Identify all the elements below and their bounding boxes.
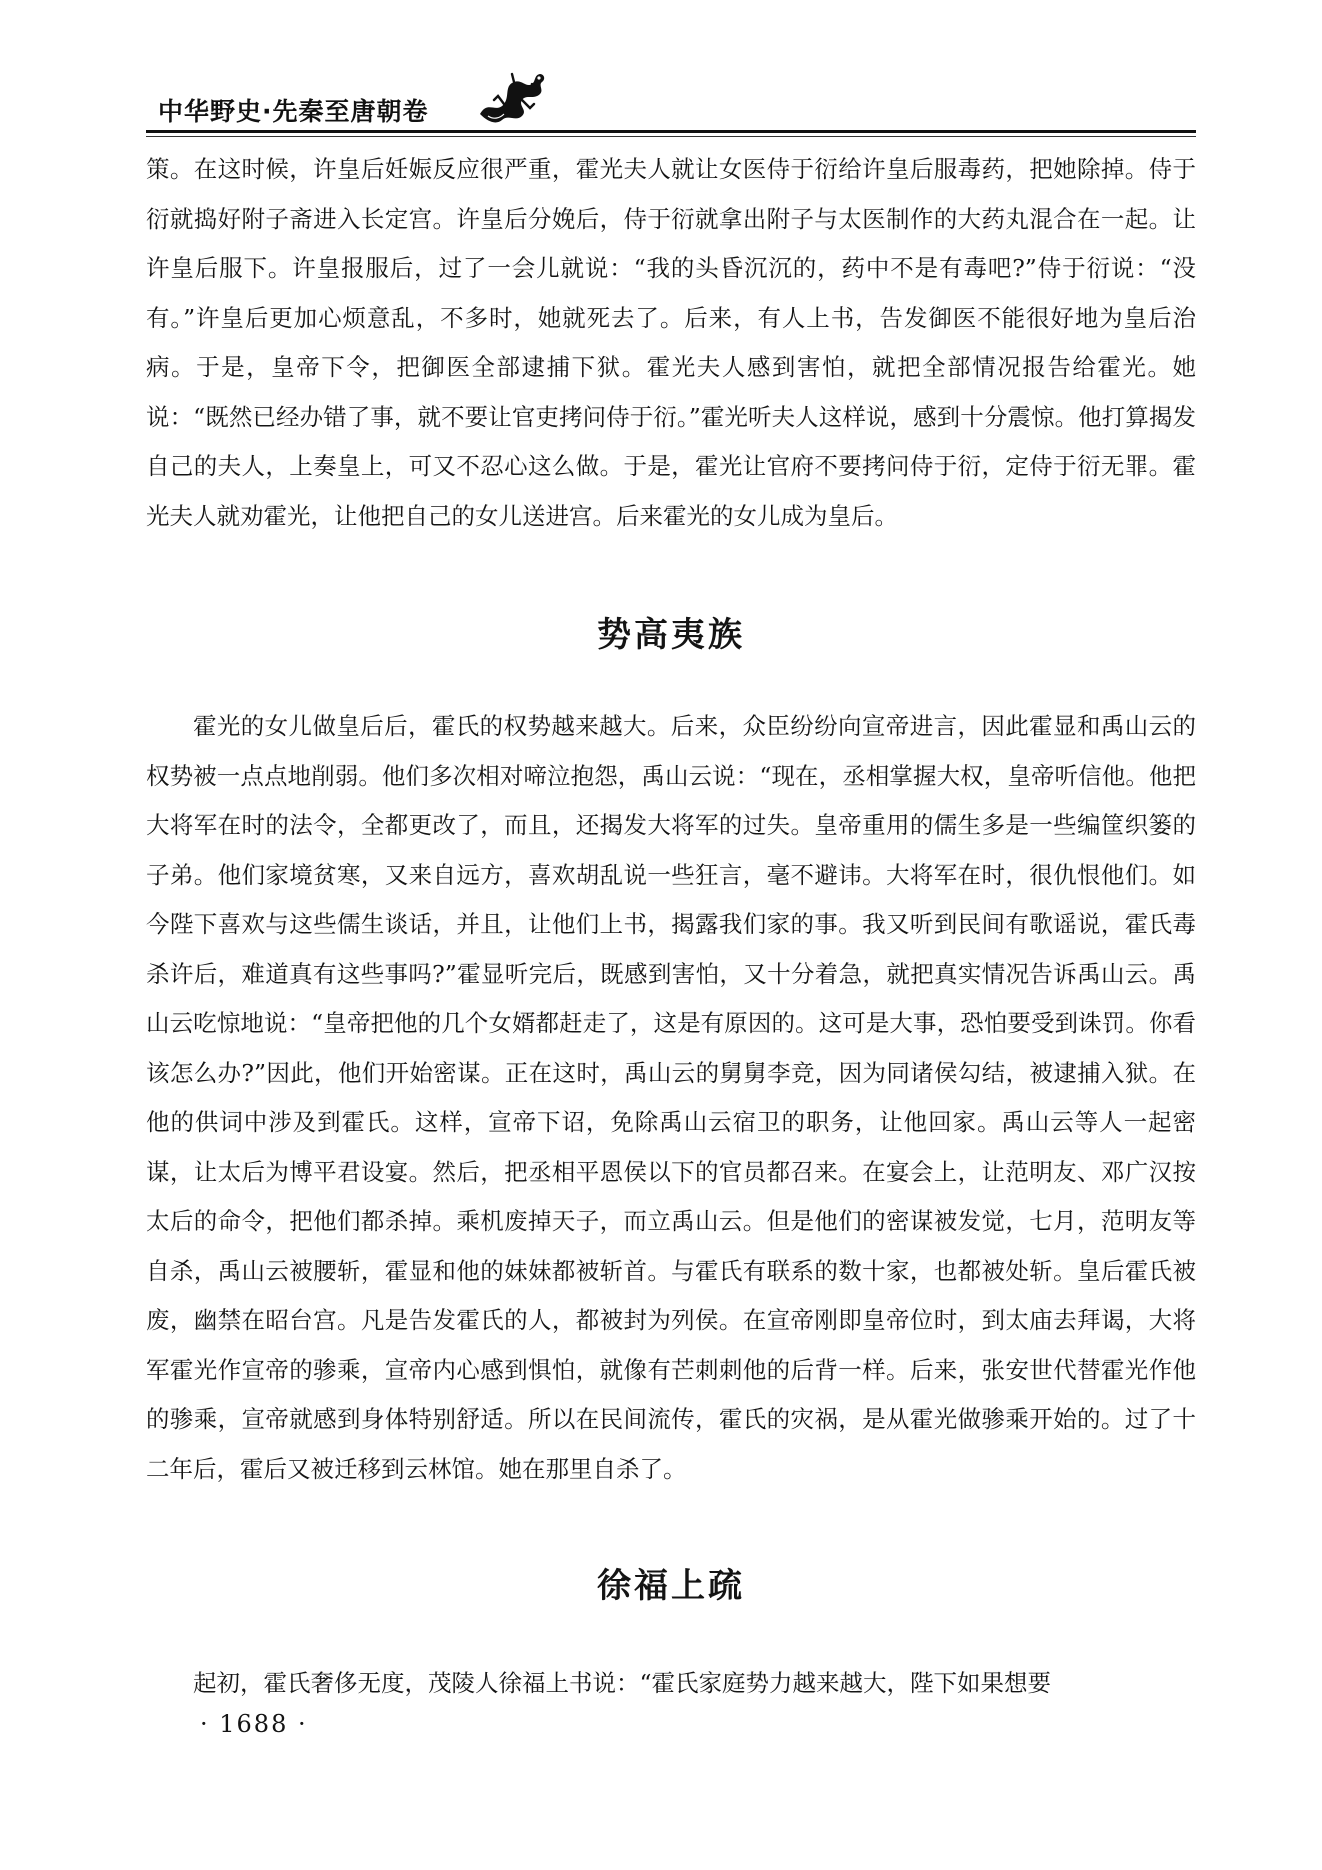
paragraph-2: 霍光的女儿做皇后后，霍氏的权势越来越大。后来，众臣纷纷向宣帝进言，因此霍显和禹山云的权势被一点点地削弱。他们多次相对啼泣抱怨，禹山云说：“现在，丞相掌握大权，皇帝听信他。他把大将军在时的法令，全都更改了，而且，还揭发大将军的过失。皇帝重用的儒生多是一些编筐织篓的子弟。他们家境贫寒，又来自远方，喜欢胡乱说一些狂言，毫不避讳。大将军在时，很仇恨他们。如今陛下喜欢与这些儒生谈话，并且，让他们上书，揭露我们家的事。我又听到民间有歌谣说，霍氏毒杀许后，难道真有这些事吗?”霍显听完后，既感到害怕，又十分着急，就把真实情况告诉禹山云。禹山云吃惊地说：“皇帝把他的几个女婿都赶走了，这是有原因的。这可是大事，恐怕要受到诛罚。你看该怎么办?”因此，他们开始密谋。正在这时，禹山云的舅舅李竞，因为同诸侯勾结，被逮捕入狱。在他的供词中涉及到霍氏。这样，宣帝下诏，免除禹山云宿卫的职务，让他回家。禹山云等人一起密谋，让太后为博平君设宴。然后，把丞相平恩侯以下的官员都召来。在宴会上，让范明友、邓广汉按太后的命令，把他们都杀掉。乘机废掉天子，而立禹山云。但是他们的密谋被发觉，七月，范明友等自杀，禹山云被腰斩，霍显和他的妹妹都被斩首。与霍氏有联系的数十家，也都被处斩。皇后霍氏被废，幽禁在昭台宫。凡是告发霍氏的人，都被封为列侯。在宣帝刚即皇帝位时，到太庙去拜谒，大将军霍光作宣帝的骖乘，宣帝内心感到惧怕，就像有芒刺刺他的后背一样。后来，张安世代替霍光作他的骖乘，宣帝就感到身体特别舒适。所以在民间流传，霍氏的灾祸，是从霍光做骖乘开始的。过了十二年后，霍后又被迁移到云林馆。她在那里自杀了。 [146, 712, 1196, 1483]
header-rule-thin [146, 136, 1196, 137]
dragon-icon [474, 70, 552, 130]
section-title-1: 势高夷族 [597, 615, 745, 655]
running-header [146, 78, 1196, 136]
section-title-2: 徐福上疏 [597, 1566, 745, 1606]
page-number: · 1688 · [200, 1710, 308, 1738]
paragraph-1: 策。在这时候，许皇后妊娠反应很严重，霍光夫人就让女医侍于衍给许皇后服毒药，把她除掉。侍于衍就捣好附子斋进入长定宫。许皇后分娩后，侍于衍就拿出附子与太医制作的大药丸混合在一起。让许皇后服下。许皇报服后，过了一会儿就说：“我的头昏沉沉的，药中不是有毒吧?”侍于衍说：“没有。”许皇后更加心烦意乱，不多时，她就死去了。后来，有人上书，告发御医不能很好地为皇后治病。于是，皇帝下令，把御医全部逮捕下狱。霍光夫人感到害怕，就把全部情况报告给霍光。她说：“既然已经办错了事，就不要让官吏拷问侍于衍。”霍光听夫人这样说，感到十分震惊。他打算揭发自己的夫人，上奏皇上，可又不忍心这么做。于是，霍光让官府不要拷问侍于衍，定侍于衍无罪。霍光夫人就劝霍光，让他把自己的女儿送进宫。后来霍光的女儿成为皇后。 [146, 155, 1196, 530]
header-rule [146, 130, 1196, 133]
paragraph-3: 起初，霍氏奢侈无度，茂陵人徐福上书说：“霍氏家庭势力越来越大，陛下如果想要 [193, 1669, 1052, 1697]
book-title: 中华野史·先秦至唐朝卷 [158, 97, 429, 126]
